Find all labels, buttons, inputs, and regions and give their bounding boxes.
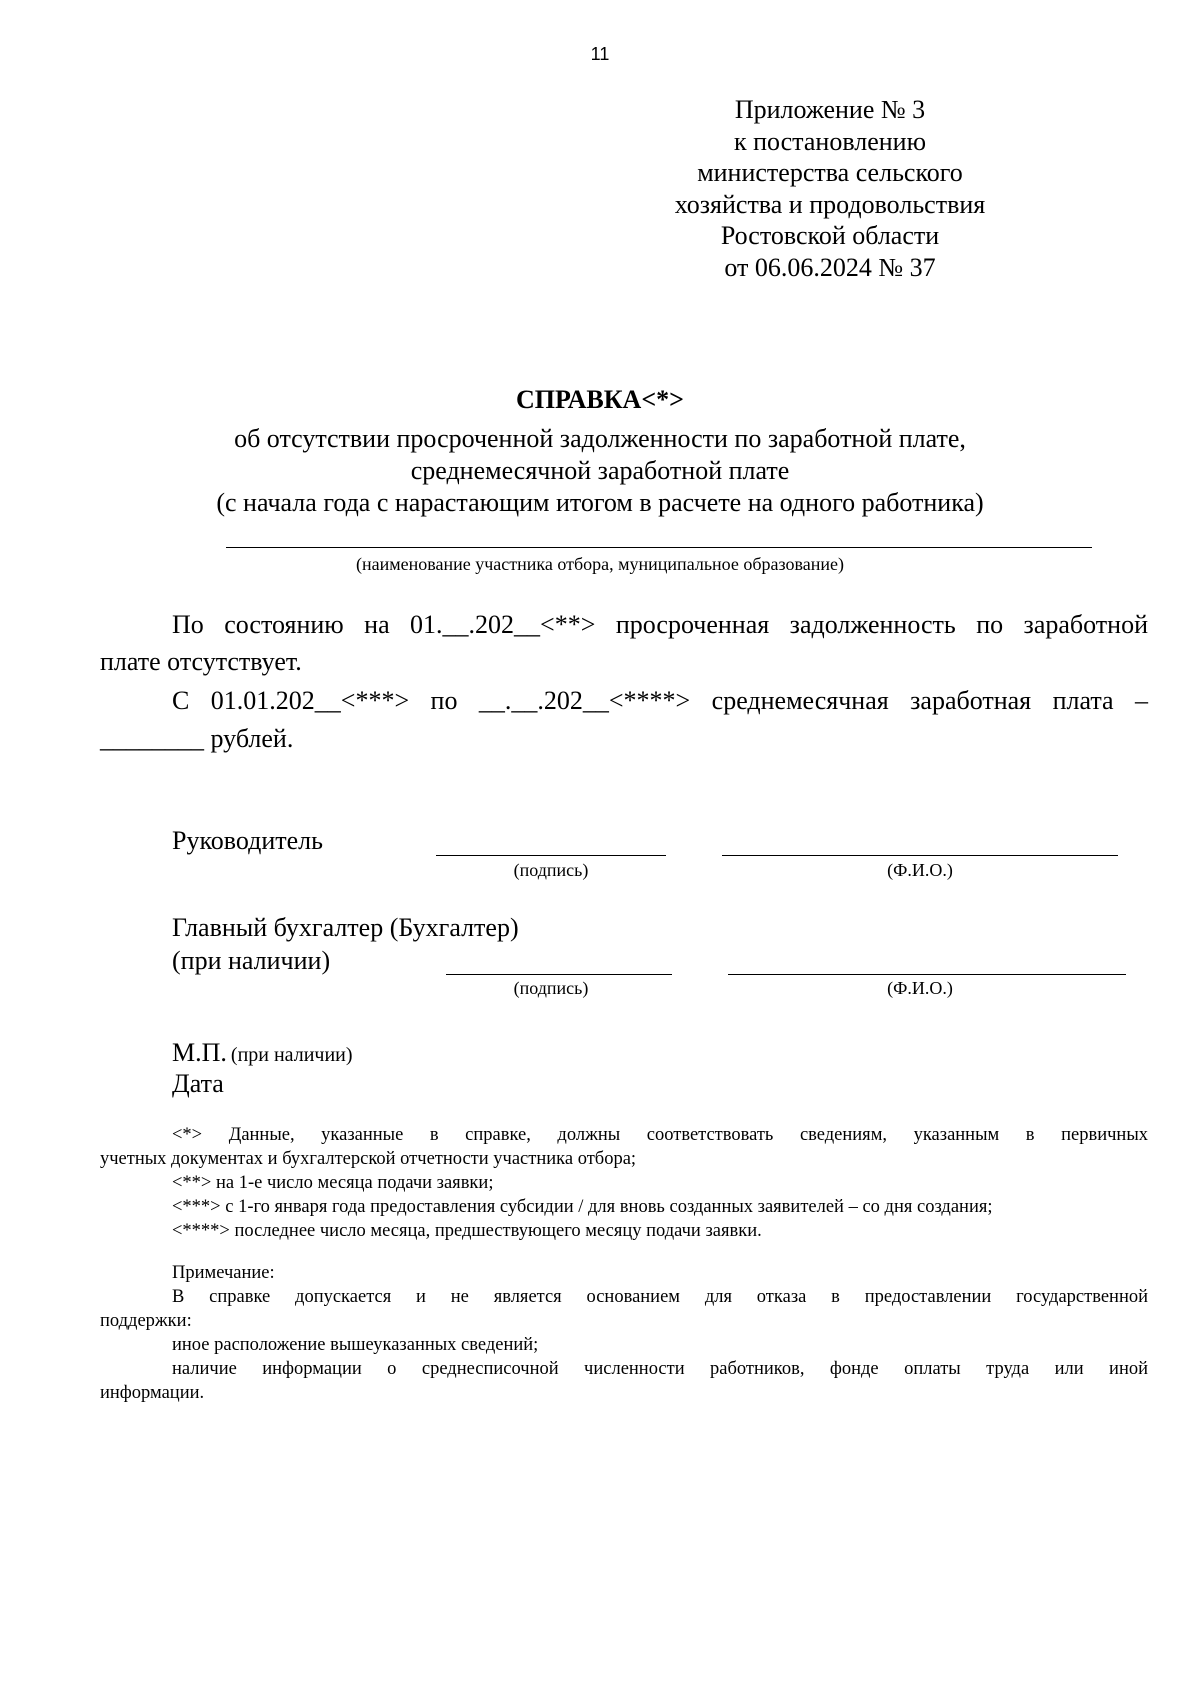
- appendix-line: к постановлению: [733, 126, 927, 156]
- appendix-line: от 06.06.2024 № 37: [724, 252, 936, 282]
- appendix-block: [660, 94, 1000, 283]
- head-fio-line: [722, 855, 1118, 856]
- subtitle-line: (с начала года с нарастающим итогом в расчете на одного работника): [216, 488, 984, 517]
- stamp-line: [172, 1038, 353, 1068]
- body-paragraph-1-line-1: По состоянию на 01.__.202__<**> просроченная задолженность по заработной: [172, 610, 1148, 639]
- footnote-1-line-1: <*> Данные, указанные в справке, должны соответствовать сведениям, указанным в первичных: [172, 1125, 1148, 1145]
- footnote-1-line-2: учетных документах и бухгалтерской отчетности участника отбора;: [100, 1149, 637, 1169]
- subtitle-line: среднемесячной заработной плате: [410, 456, 790, 485]
- footnote-4: <****> последнее число месяца, предшествующего месяцу подачи заявки.: [172, 1221, 762, 1241]
- note-item-1-line-1: В справке допускается и не является основанием для отказа в предоставлении государственной: [172, 1287, 1148, 1307]
- stamp-note: (при наличии): [230, 1044, 353, 1066]
- note-item-3-line-2: информации.: [100, 1383, 205, 1403]
- body-paragraph-2-line-2: ________ рублей.: [100, 724, 294, 753]
- note-item-3-line-1: наличие информации о среднесписочной численности работников, фонде оплаты труда или иной: [172, 1359, 1148, 1379]
- body-paragraph-1-line-2: плате отсутствует.: [100, 647, 302, 676]
- head-fio-caption: (Ф.И.О.): [887, 860, 953, 880]
- note-item-2: иное расположение вышеуказанных сведений;: [172, 1335, 539, 1355]
- appendix-line: Приложение № 3: [734, 95, 926, 124]
- head-label: Руководитель: [172, 826, 323, 855]
- chief-accountant-note: (при наличии): [172, 946, 331, 975]
- stamp-label: М.П.: [172, 1038, 227, 1067]
- appendix-line: Ростовской области: [720, 221, 940, 250]
- head-signature-caption: (подпись): [513, 860, 589, 880]
- participant-name-line: [226, 547, 1092, 548]
- note-heading: Примечание:: [172, 1263, 275, 1283]
- head-signature-line: [436, 855, 666, 856]
- chief-accountant-signature-caption: (подпись): [513, 978, 589, 998]
- chief-accountant-fio-caption: (Ф.И.О.): [887, 978, 953, 998]
- body-paragraph-2-line-1: С 01.01.202__<***> по __.__.202__<****> среднемесячная заработная плата –: [172, 686, 1148, 715]
- appendix-line: министерства сельского: [697, 158, 963, 187]
- page-number: 11: [590, 44, 610, 64]
- subtitle-line: об отсутствии просроченной задолженности по заработной плате,: [234, 424, 966, 453]
- chief-accountant-signature-line: [446, 974, 672, 975]
- note-item-1-line-2: поддержки:: [100, 1311, 192, 1331]
- date-label: Дата: [172, 1069, 224, 1098]
- footnote-2: <**> на 1-е число месяца подачи заявки;: [172, 1173, 494, 1193]
- document-title: СПРАВКА<*>: [516, 385, 684, 414]
- participant-caption: (наименование участника отбора, муниципальное образование): [355, 554, 845, 574]
- footnote-3: <***> с 1-го января года предоставления субсидии / для вновь созданных заявителей – со дня создания;: [172, 1197, 993, 1217]
- chief-accountant-label: Главный бухгалтер (Бухгалтер): [172, 913, 519, 942]
- appendix-line: хозяйства и продовольствия: [674, 189, 986, 219]
- chief-accountant-fio-line: [728, 974, 1126, 975]
